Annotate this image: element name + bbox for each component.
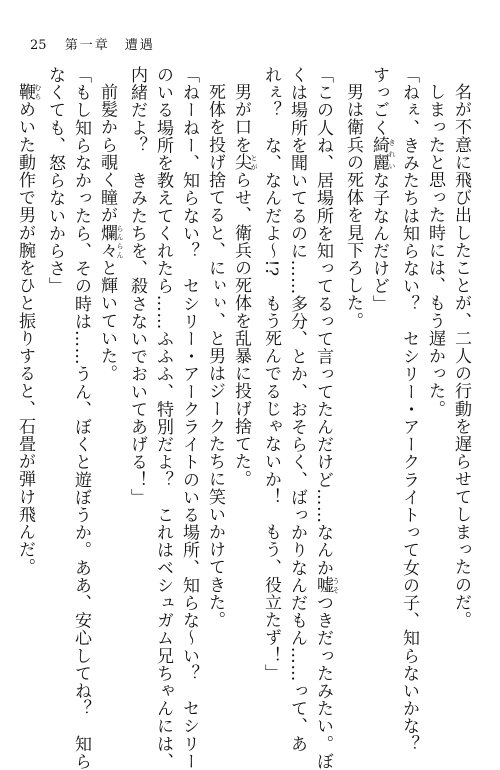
text-line [12, 66, 42, 681]
text-segment: 男が口を [231, 83, 251, 154]
text-segment: らせ、衛兵の死体を乱暴に投げ捨てた。 [231, 171, 251, 488]
text-line: れぇ？ な、なんだよ～!? もう死んでるじゃないか！ もう、役立たず！」 [261, 66, 281, 682]
text-segment: 前髪から覗く瞳が [97, 83, 117, 224]
ruby-base: 爛々 [97, 223, 117, 260]
text-segment: つきだったみたい。ぼ [313, 594, 333, 770]
ruby-reading: らんらん [116, 223, 124, 259]
ruby-base: 尖 [231, 153, 251, 172]
ruby-annotation [15, 83, 42, 101]
text-line [366, 66, 396, 681]
text-line: 男は衛兵の死体を見下ろした。 [343, 83, 363, 330]
text-line: 「ねぇ、きみたちは知らない？ セシリー・アークライトって女の子、知らないかな？ [399, 66, 419, 753]
ruby-annotation [313, 576, 340, 595]
page-header [30, 34, 155, 53]
text-segment: すっごく [369, 66, 389, 137]
text-line: くは場所を聞いてるのに……多分、とか、おそらく、ばっかりなんだもん……って、あ [287, 66, 307, 753]
text-line: しまったと思った時には、もう遅かった。 [425, 83, 445, 418]
text-segment: 「この人ね、居場所を知ってるって言ってたんだけど……なんか [313, 66, 333, 577]
ruby-annotation [97, 223, 124, 260]
text-line [228, 66, 258, 681]
ruby-reading: とが [250, 153, 258, 171]
ruby-base: 綺麗 [369, 136, 389, 172]
ruby-annotation [369, 136, 396, 172]
text-segment: めいた動作で男が腕をひと振りすると、石畳が弾け飛んだ。 [15, 100, 35, 576]
text-line: 「ねーねー、知らない？ セシリー・アークライトのいる場所、知らな～い？ セシリー [179, 66, 199, 770]
text-line: 名が不意に飛び出したことが、二人の行動を遅らせてしまったのだ。 [451, 83, 471, 629]
text-line [94, 66, 124, 681]
ruby-reading: うそ [332, 576, 340, 594]
text-segment: と輝いていた。 [97, 259, 117, 383]
text-line: 死体を投げ捨てると、にぃぃ、と男はジークたちに笑いかけてきた。 [205, 83, 225, 629]
ruby-base: 嘘 [313, 576, 333, 595]
text-line: のいる場所を教えてくれたら……ふふふ、特別だよ？ これはベシュガム兄ちゃんには、 [153, 66, 173, 770]
ruby-base: 鞭 [15, 83, 35, 101]
ruby-annotation [231, 153, 258, 172]
chapter-title: 第一章 遭遇 [64, 38, 155, 53]
body-text [15, 66, 474, 770]
text-line: 内緒だよ？ きみたちを、殺さないでおいてあげる！」 [127, 66, 147, 506]
text-line: 「もし知らなかったら、その時は……うん、ぼくと遊ぼうか。ああ、安心してね？ 知ら [71, 66, 91, 770]
ruby-reading: きれい [388, 136, 396, 172]
text-line: なくても、怒らないからさ」 [45, 66, 65, 295]
text-line [310, 66, 340, 770]
ruby-reading: むち [34, 83, 42, 101]
page-number: 25 [30, 38, 47, 53]
text-segment: な子なんだけど」 [369, 171, 389, 313]
